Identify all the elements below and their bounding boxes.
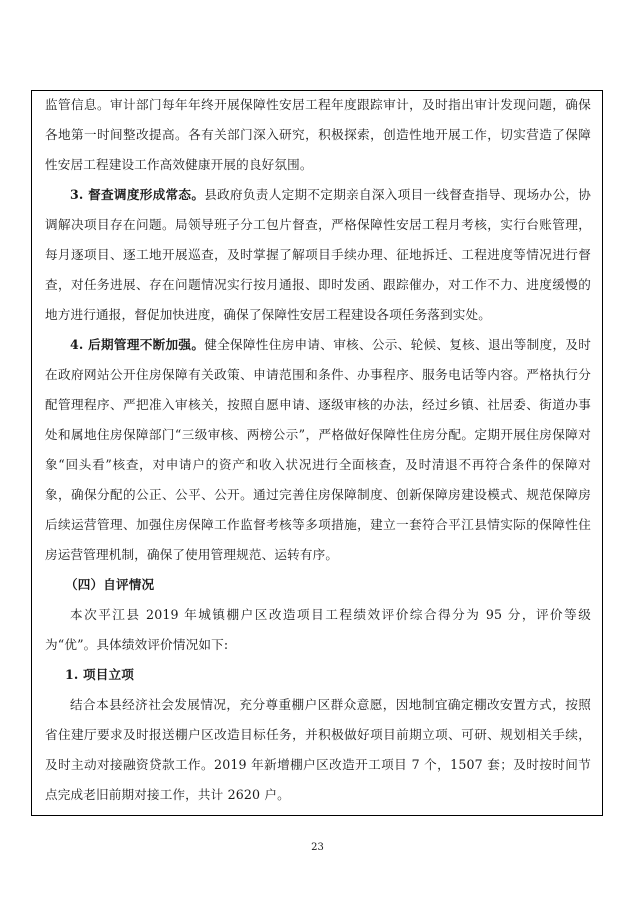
- paragraph-inspection-scheduling: [45, 180, 591, 330]
- subheading-project-approval: 1. 项目立项: [65, 667, 134, 682]
- post-management-heading: 4. 后期管理不断加强。: [70, 337, 205, 352]
- paragraph-audit-supervision: 监管信息。审计部门每年年终开展保障性安居工程年度跟踪审计，及时指出审计发现问题，确保各地第一时间整改提高。各有关部门深入研究，积极探索，创造性地开展工作，切实营造了保障性安居工程建设工作高效健康开展的良好氛围。: [45, 97, 591, 172]
- paragraph-post-management: [45, 330, 591, 570]
- page-number: 23: [311, 842, 324, 853]
- document-body: [45, 90, 591, 810]
- inspection-body: 县政府负责人定期不定期亲自深入项目一线督查指导、现场办公，协调解决项目存在问题。局领导班子分工包片督查，严格保障性安居工程月考核，实行台账管理，每月逐项目、逐工地开展巡查，及时掌握了解项目手续办理、征地拆迁、工程进度等情况进行督查，对任务进展、存在问题情况实行按月通报、即时发函、跟踪催办，对工作不力、进度缓慢的地方进行通报，督促加快进度，确保了保障性安居工程建设各项任务落到实处。: [45, 187, 591, 322]
- inspection-heading: 3. 督查调度形成常态。: [70, 187, 205, 202]
- paragraph-evaluation-score: 本次平江县 2019 年城镇棚户区改造项目工程绩效评价综合得分为 95 分，评价等级为“优”。具体绩效评价情况如下:: [45, 607, 591, 652]
- paragraph-project-approval: 结合本县经济社会发展情况，充分尊重棚户区群众意愿，因地制宜确定棚改安置方式，按照省住建厅要求及时报送棚户区改造目标任务，并积极做好项目前期立项、可研、规划相关手续，及时主动对接融资贷款工作。2019 年新增棚户区改造开工项目 7 个，1507 套；及时按时间节点完成老旧前期对接工作，共计 2620 户。: [45, 697, 591, 802]
- section-heading-self-evaluation: （四）自评情况: [65, 577, 155, 592]
- post-management-body: 健全保障性住房申请、审核、公示、轮候、复核、退出等制度，及时在政府网站公开住房保障有关政策、申请范围和条件、办事程序、服务电话等内容。严格执行分配管理程序、严把准入审核关，按照自愿申请、逐级审核的办法，经过乡镇、社居委、街道办事处和属地住房保障部门“三级审核、两榜公示”，严格做好保障性住房分配。定期开展住房保障对象“回头看”核查，对申请户的资产和收入状况进行全面核查，及时清退不再符合条件的保障对象，确保分配的公正、公平、公开。通过完善住房保障制度、创新保障房建设模式、规范保障房后续运营管理、加强住房保障工作监督考核等多项措施，建立一套符合平江县情实际的保障性住房运营管理机制，确保了使用管理规范、运转有序。: [45, 337, 591, 562]
